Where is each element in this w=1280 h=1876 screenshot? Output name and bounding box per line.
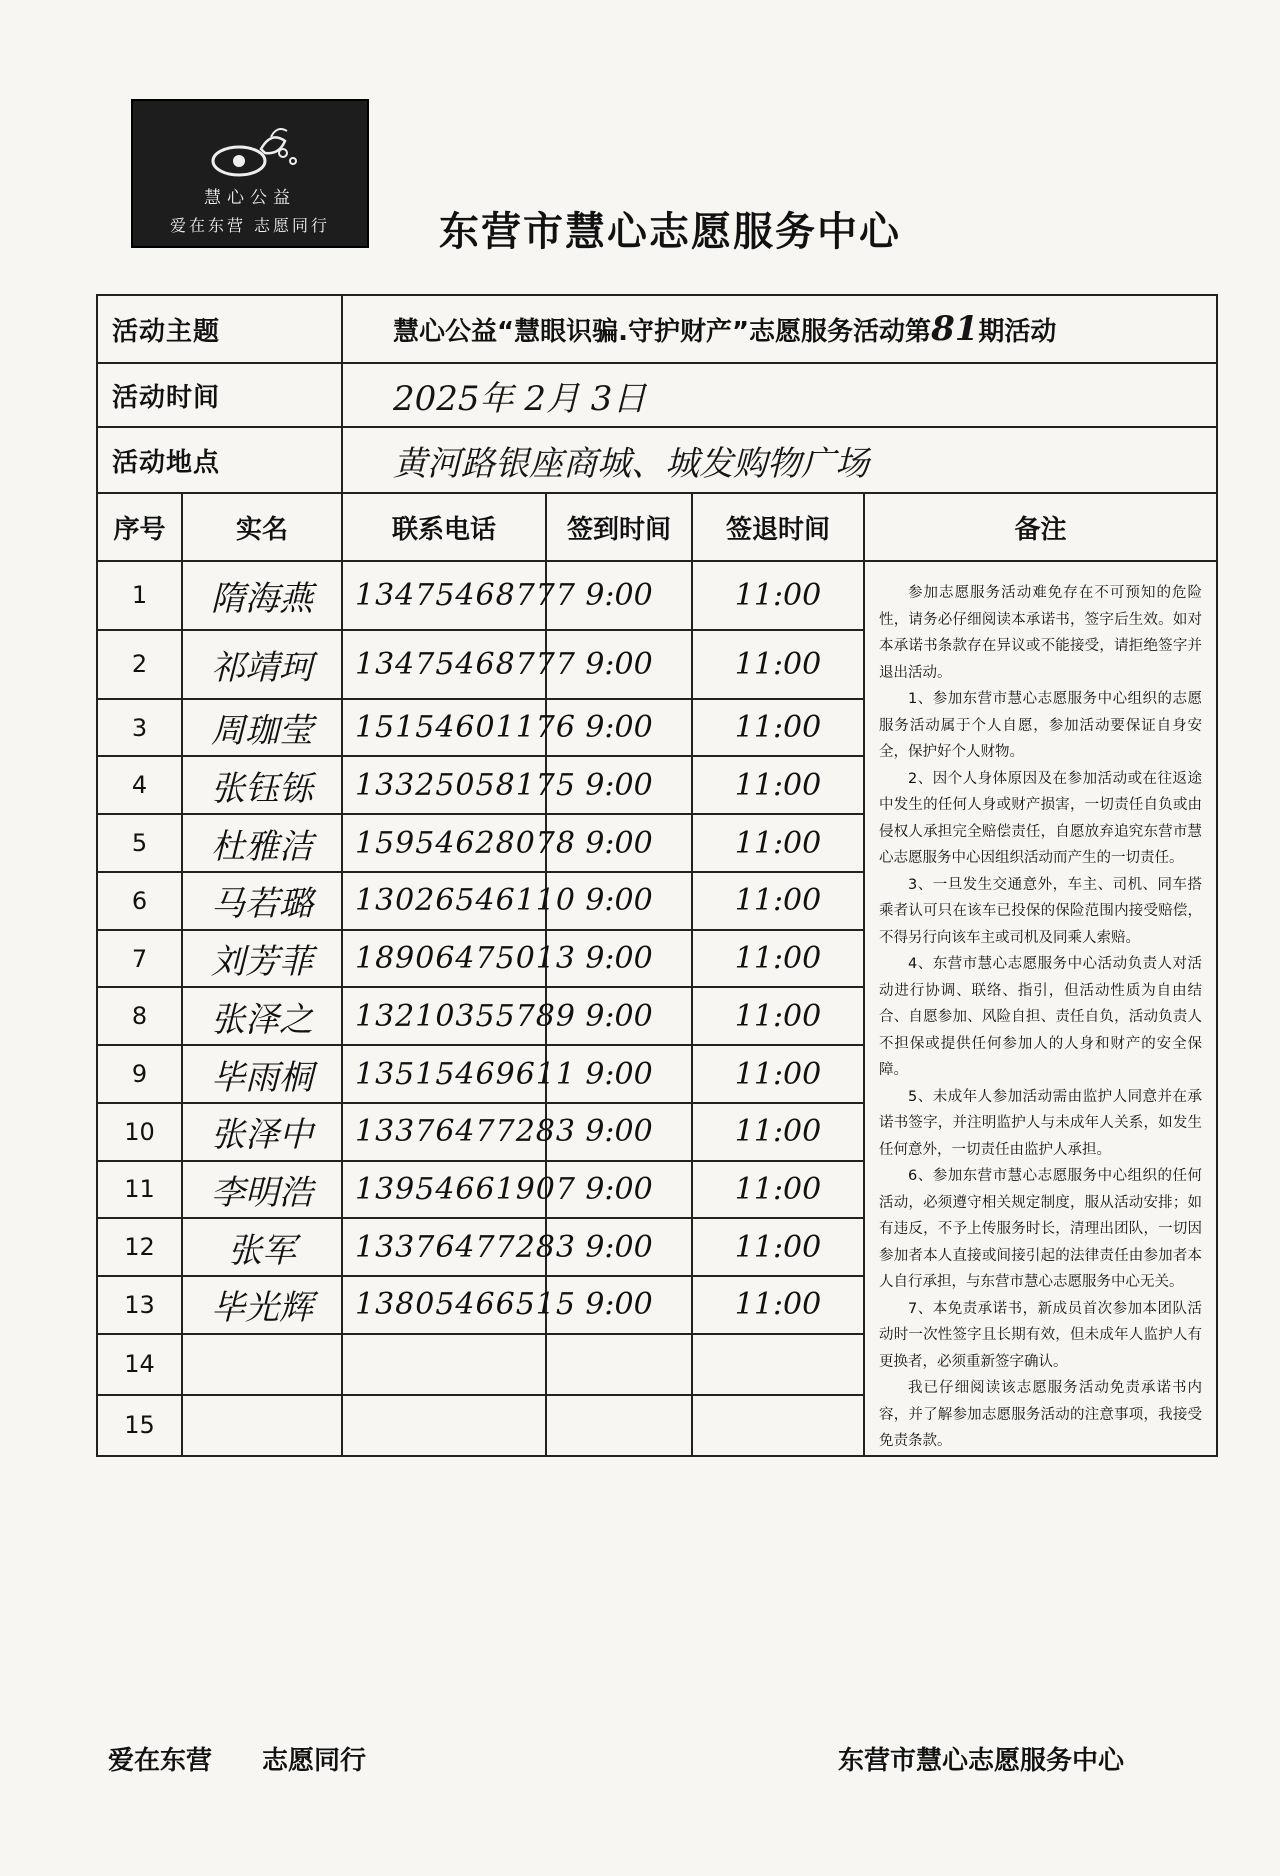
topic-row [97,295,1217,363]
notes-paragraph: 5、未成年人参加活动需由监护人同意并在承诺书签字，并注明监护人与未成年人关系，如发生任何意外，一切责任由监护人承担。 [879,1088,1203,1158]
header-checkin: 签到时间 [546,493,692,561]
notes-paragraph: 我已仔细阅读该志愿服务活动免责承诺书内容，并了解参加志愿服务活动的注意事项，我接受免责条款。 [879,1380,1203,1449]
place-row [97,427,1217,493]
row-name: 周珈莹 [182,699,342,757]
row-checkin: 9:00 [546,930,692,988]
topic-label: 活动主题 [97,295,342,363]
row-index: 2 [97,630,182,699]
place-label: 活动地点 [97,427,342,493]
row-name: 马若璐 [182,872,342,930]
row-checkin: 9:00 [546,1161,692,1219]
notes-paragraph: 4、东营市慧心志愿服务中心活动负责人对活动进行协调、联络、指引，但活动性质为自由结合、自愿参加、风险自担、责任自负，活动负责人不担保或提供任何参加人的人身和财产的安全保障。 [879,956,1203,1078]
row-name: 隋海燕 [182,561,342,630]
time-value: 2025年 2月 3日 [342,363,1217,427]
topic-number: 81 [931,309,979,349]
row-checkin: 9:00 [546,756,692,814]
row-index: 10 [97,1103,182,1161]
header-checkout: 签退时间 [692,493,864,561]
row-phone: 13954661907 [342,1161,546,1219]
row-name: 李明浩 [182,1161,342,1219]
row-index: 7 [97,930,182,988]
row-checkout [692,1334,864,1395]
row-phone: 13515469611 [342,1045,546,1103]
footer-org: 东营市慧心志愿服务中心 [837,1746,1124,1776]
row-name: 杜雅洁 [182,814,342,872]
row-name: 刘芳菲 [182,930,342,988]
notes-paragraph: 1、参加东营市慧心志愿服务中心组织的志愿服务活动属于个人自愿，参加活动要保证自身安全，保护好个人财物。 [879,691,1203,760]
row-index: 12 [97,1218,182,1276]
signup-sheet [96,294,1218,1457]
notes-paragraph: 参加志愿服务活动难免存在不可预知的危险性，请务必仔细阅读本承诺书，签字后生效。如对本承诺书条款存在异议或不能接受，请拒绝签字并退出活动。 [879,585,1203,681]
row-phone: 13475468777 [342,561,546,630]
row-name: 毕雨桐 [182,1045,342,1103]
row-checkout: 11:00 [692,987,864,1045]
row-checkin: 9:00 [546,630,692,699]
row-index: 8 [97,987,182,1045]
footer-left-2: 志愿同行 [262,1746,367,1776]
topic-value [342,295,1217,363]
page-title: 东营市慧心志愿服务中心 [439,209,901,255]
row-checkout: 11:00 [692,1161,864,1219]
row-phone: 13325058175 [342,756,546,814]
header-notes: 备注 [864,493,1217,561]
row-phone: 15154601176 [342,699,546,757]
row-index: 6 [97,872,182,930]
row-checkin: 9:00 [546,561,692,630]
row-phone: 13475468777 [342,630,546,699]
lotus-logo-icon [191,119,311,189]
row-checkout: 11:00 [692,756,864,814]
header-index: 序号 [97,493,182,561]
time-row [97,363,1217,427]
row-name: 祁靖珂 [182,630,342,699]
row-checkin: 9:00 [546,1276,692,1334]
row-phone: 13376477283 [342,1218,546,1276]
row-index: 1 [97,561,182,630]
row-index: 9 [97,1045,182,1103]
row-name [182,1334,342,1395]
row-name: 张泽中 [182,1103,342,1161]
row-index: 5 [97,814,182,872]
header-name: 实名 [182,493,342,561]
footer-slogan [108,1740,366,1777]
row-index: 4 [97,756,182,814]
row-phone: 13376477283 [342,1103,546,1161]
row-checkout: 11:00 [692,1045,864,1103]
row-name: 毕光辉 [182,1276,342,1334]
row-checkout: 11:00 [692,930,864,988]
row-checkin [546,1334,692,1395]
row-index: 13 [97,1276,182,1334]
row-checkout: 11:00 [692,872,864,930]
row-checkin: 9:00 [546,1103,692,1161]
row-checkout: 11:00 [692,1276,864,1334]
row-phone: 13210355789 [342,987,546,1045]
notes-paragraph: 2、因个人身体原因及在参加活动或在往返途中发生的任何人身或财产损害，一切责任自负或由侵权人承担完全赔偿责任，自愿放弃追究东营市慧心志愿服务中心因组织活动而产生的一切责任。 [879,770,1203,866]
row-checkin: 9:00 [546,699,692,757]
notes-paragraph: 3、一旦发生交通意外，车主、司机、同车搭乘者认可只在该车已投保的保险范围内接受赔偿，不得另行向该车主或司机及同乘人索赔。 [879,876,1203,946]
row-checkout: 11:00 [692,1103,864,1161]
topic-prefix: 慧心公益“慧眼识骗.守护财产”志愿服务活动第 [393,317,932,347]
row-name: 张军 [182,1218,342,1276]
row-checkin: 9:00 [546,814,692,872]
logo-slogan: 爱在东营 志愿同行 [169,216,331,235]
row-index: 11 [97,1161,182,1219]
row-phone [342,1334,546,1395]
row-phone: 15954628078 [342,814,546,872]
row-name [182,1395,342,1456]
row-checkin: 9:00 [546,1218,692,1276]
row-index: 15 [97,1395,182,1456]
topic-suffix: 期活动 [978,317,1057,347]
row-phone: 13805466515 [342,1276,546,1334]
row-checkout: 11:00 [692,699,864,757]
row-checkin: 9:00 [546,1045,692,1103]
row-phone [342,1395,546,1456]
row-checkin: 9:00 [546,872,692,930]
row-phone: 13026546110 [342,872,546,930]
row-name: 张泽之 [182,987,342,1045]
notes-paragraph: 6、参加东营市慧心志愿服务中心组织的任何活动，必须遵守相关规定制度，服从活动安排；如有违反，不予上传服务时长，清理出团队，一切因参加者本人直接或间接引起的法律责任由参加者本人自行承担，与东营市慧心志愿服务中心无关。 [879,1168,1203,1290]
header-phone: 联系电话 [342,493,546,561]
row-checkin [546,1395,692,1456]
place-value: 黄河路银座商城、城发购物广场 [342,427,1217,493]
row-phone: 18906475013 [342,930,546,988]
table-row [97,561,1217,630]
row-checkin: 9:00 [546,987,692,1045]
row-checkout: 11:00 [692,561,864,630]
row-checkout [692,1395,864,1456]
column-headers [97,493,1217,561]
row-checkout: 11:00 [692,1218,864,1276]
row-index: 3 [97,699,182,757]
notes-disclaimer [864,561,1217,1456]
row-checkout: 11:00 [692,814,864,872]
row-checkout: 11:00 [692,630,864,699]
logo-brand: 慧心公益 [204,188,296,208]
notes-paragraph: 7、本免责承诺书，新成员首次参加本团队活动时一次性签字且长期有效，但未成年人监护人有更换者，必须重新签字确认。 [879,1300,1203,1370]
time-label: 活动时间 [97,363,342,427]
row-index: 14 [97,1334,182,1395]
row-name: 张钰铄 [182,756,342,814]
footer-left-1: 爱在东营 [108,1746,213,1776]
